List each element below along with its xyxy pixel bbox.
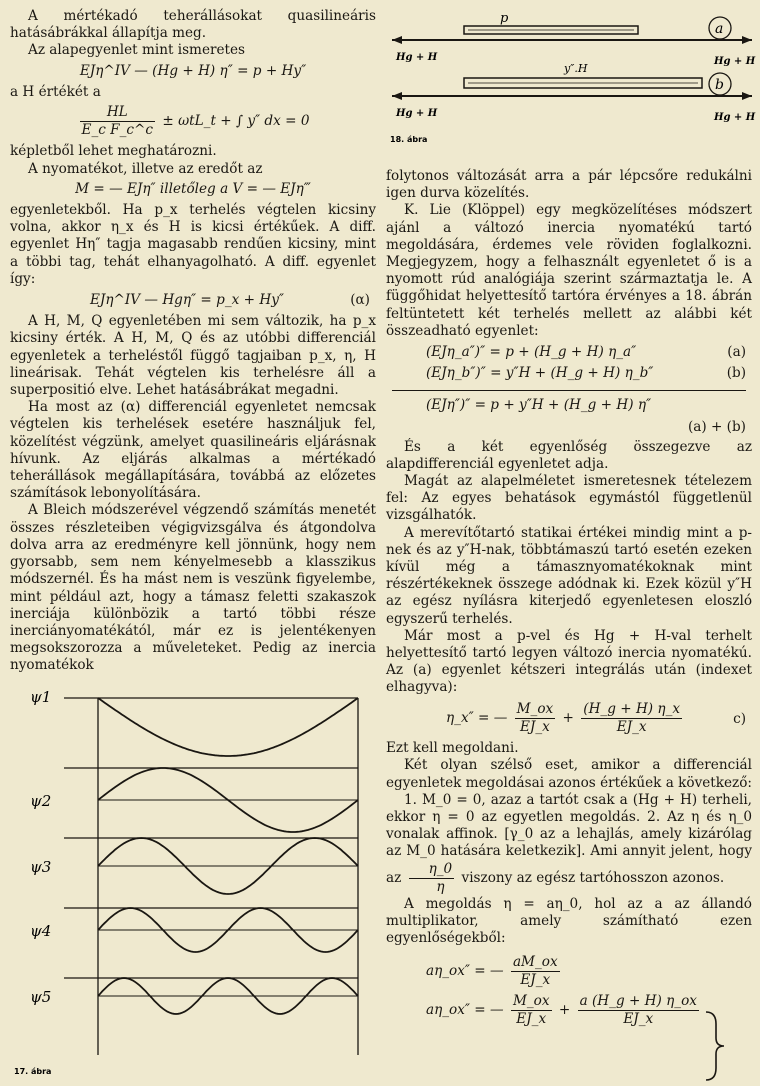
circle-a-label: a: [715, 21, 724, 37]
figure-17: [10, 690, 376, 1080]
right-column: [386, 168, 752, 1032]
mode-label: ψ3: [30, 858, 52, 876]
label-p: p: [500, 11, 509, 26]
numerator: η_0: [409, 861, 455, 879]
equation-d1: [386, 954, 752, 989]
fraction: [511, 993, 552, 1028]
fraction: [80, 104, 156, 139]
sum-rule: [392, 390, 746, 391]
fraction: [578, 993, 699, 1028]
plus-sign: +: [558, 1002, 571, 1019]
fraction: [581, 701, 682, 736]
paragraph: K. Lie (Klöppel) egy megközelítéses módszert ajánl a változó inercia nyomatékú tartó megoldására, érdemes vele röviden foglalkozni. Megjegyzem, hogy a felhasznált egyenletet ő is a nyomott rúd analógiája szerint származtatja le. A függőhidat helyettesítő tartóra érvényes a 18. ábrán feltüntetett két terhelés mellett az alábbi két összeadható egyenlet:: [386, 202, 752, 339]
label-left-a: Hg + H: [396, 52, 438, 63]
denominator: EJ_x: [616, 718, 647, 735]
paragraph: Magát az alapelméletet ismeretesnek tételezem fel: Az egyes behatások egymástól függetlenül vizsgálhatók.: [386, 473, 752, 524]
numerator: M_ox: [515, 701, 556, 719]
paragraph: Már most a p-vel és Hg + H-val terhelt helyettesítő tartó legyen változó inercia nyomatékú. Az (a) egyenlet kétszeri integrálás után (indexet elhagyva):: [386, 627, 752, 696]
equation-alpha: [10, 292, 376, 309]
equation-rest: ± ωtL_t + ∫ y″ dx = 0: [162, 113, 310, 130]
mode-label: ψ5: [30, 988, 52, 1006]
numerator: HL: [80, 104, 156, 122]
numerator: aM_ox: [511, 954, 560, 972]
paragraph: folytonos változását arra a pár lépcsőre redukálni igen durva közelítés.: [386, 168, 752, 202]
equation-tag: (α): [350, 292, 370, 309]
equation-d2: [386, 993, 752, 1028]
paragraph: A mértékadó teherállásokat quasilineáris hatásábrákkal állapítja meg.: [10, 8, 376, 42]
paragraph: A H, M, Q egyenletében mi sem változik, ha p_x kicsiny érték. A H, M, Q és az utóbbi differenciál egyenletek a terheléstől függő tagjaiban p_x, η, H lineárisak. Tehát végtelen kis terhelésre áll a superpositió elve. Lehet hatásábrákat megadni.: [10, 313, 376, 399]
equation-a: [386, 344, 752, 361]
paragraph: Ezt kell megoldani.: [386, 740, 519, 757]
paragraph: Ha most az (α) differenciál egyenletet nemcsak végtelen kis terhelések esetére használjuk fel, közelítést végzünk, amelyet quasilineáris eljárásnak hívunk. Az eljárás alkalmas a mértékadó teherállások megállapítására, továbbá az előzetes számítások lebonyolítására.: [10, 399, 376, 502]
numerator: (H_g + H) η_x: [581, 701, 682, 719]
equation-base: EJη^IV — (Hg + H) η″ = p + Hy″: [79, 62, 307, 79]
left-column: [10, 8, 376, 675]
equation-tag: c): [733, 710, 746, 727]
equation-b: [386, 365, 752, 382]
figure-caption: 18. ábra: [390, 135, 428, 144]
fraction: [515, 701, 556, 736]
system-brace: [700, 1010, 730, 1082]
paragraph: a H értékét a: [10, 83, 101, 100]
denominator: EJ_x: [623, 1011, 654, 1028]
equation-lhs: aη_ox″ = —: [426, 962, 504, 979]
denominator: EJ_x: [520, 718, 550, 735]
mode-label: ψ4: [30, 922, 52, 940]
arrow-right-b: [742, 92, 752, 100]
mode-label: ψ1: [30, 690, 52, 706]
denominator: EJ_x: [520, 971, 551, 988]
equation-moment: M = — EJη″ illetőleg a V = — EJη‴: [75, 180, 311, 197]
paragraph-text: 1. M_0 = 0, azaz a tartót csak a (Hg + H) terheli, ekkor η = 0 az egyetlen megoldás. 2. Az η és η_0 vonalak affinok. [γ_0 az a lehajlás, amely kizárólag az M_0 hatására keletkezik]. Ami annyit jelent, hogy az: [386, 791, 752, 886]
mode-label: ψ2: [30, 792, 52, 810]
label-left-b: Hg + H: [396, 108, 438, 119]
equation-tag: (a): [727, 344, 746, 361]
label-right-a: Hg + H: [714, 56, 756, 67]
paragraph: A megoldás η = aη_0, hol az a az állandó multiplikator, amely számítható ezen egyenlőségekből:: [386, 895, 752, 947]
denominator: EJ_x: [516, 1011, 547, 1028]
denominator: E_c F_c^c: [81, 122, 154, 139]
equation-sum: [386, 397, 752, 414]
equation-lhs: aη_ox″ = —: [426, 1002, 504, 1019]
paragraph: képletből lehet meghatározni.: [10, 143, 217, 160]
equation-text: (EJη_b″)″ = y″H + (H_g + H) η_b″: [426, 365, 654, 382]
numerator: M_ox: [511, 993, 552, 1011]
numerator: a (H_g + H) η_ox: [578, 993, 699, 1011]
label-yH: y″.H: [564, 62, 588, 75]
paragraph: A nyomatékot, illetve az eredőt az: [28, 160, 263, 177]
circle-b-label: b: [715, 77, 724, 93]
fraction: [409, 861, 455, 896]
paragraph-text: viszony az egész tartóhosszon azonos.: [461, 869, 725, 886]
paragraph: És a két egyenlőség összegezve az alapdifferenciál egyenletet adja.: [386, 438, 752, 472]
equation-c: [386, 701, 752, 736]
equation-h: [10, 104, 376, 139]
paragraph: egyenletekből. Ha p_x terhelés végtelen kicsiny volna, akkor η_x és H is kicsi értékűek. A diff. egyenlet Hη″ tagja magasabb rendűen kicsiny, mint a többi tag, tehát elhanyagolható. A diff. egyenlet így:: [10, 202, 376, 287]
denominator: η: [436, 878, 445, 895]
equation-text: (EJη_a″)″ = p + (H_g + H) η_a″: [426, 344, 637, 361]
arrow-left-a: [392, 36, 402, 44]
figure-18: [386, 6, 756, 146]
figure-caption: 17. ábra: [14, 1067, 52, 1076]
equation-text: EJη^IV — Hgη″ = p_x + Hy″: [90, 292, 284, 309]
paragraph: A Bleich módszerével végzendő számítás menetét összes részleteiben végigvizsgálva és átgondolva dolva arra az eredményre kell jönnünk, hogy nem gyorsabb, sem nem kényelmesebb a klasszikus módszernél. És ha mást nem is veszünk figyelembe, mint például azt, hogy a támasz feletti szakaszok inerciája különbözik a tartó többi része inerciányomatékától, már ez is jelentékenyen megsokszorozza a műveleteket. Pedig az inercia nyomatékok: [10, 502, 376, 674]
paragraph: Két olyan szélső eset, amikor a differenciál egyenletek megoldásai azonos értékűek a következő:: [386, 757, 752, 791]
paragraph: A merevítőtartó statikai értékei mindig mint a p-nek és az y″H-nak, többtámaszú tartó esetén ezeken kívül még a támasznyomatékoknak mint részértékeknek összege adódnak ki. Ezek közül y″H az egész nyílásra kiterjedő egyenletesen eloszló egyszerű terhelés.: [386, 524, 752, 627]
equation-tag: (b): [726, 365, 746, 382]
equation-lhs: η_x″ = —: [446, 709, 508, 726]
equation-tag: (a) + (b): [687, 418, 746, 435]
label-right-b: Hg + H: [714, 112, 756, 123]
equation-sum-tag-row: [386, 419, 752, 435]
fraction: [511, 954, 560, 989]
arrow-left-b: [392, 92, 402, 100]
arrow-right-a: [742, 36, 752, 44]
equation-text: (EJη″)″ = p + y″H + (H_g + H) η″: [426, 397, 652, 414]
plus-sign: +: [562, 709, 574, 726]
paragraph: Az alapegyenlet mint ismeretes: [28, 42, 246, 59]
mode-curve: [98, 698, 358, 756]
paragraph: [386, 792, 752, 896]
